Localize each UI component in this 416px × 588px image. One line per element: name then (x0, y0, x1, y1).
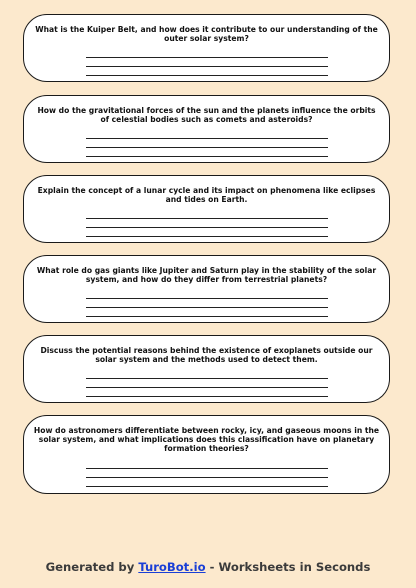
answer-line[interactable] (86, 156, 328, 157)
question-card-2 (23, 95, 390, 163)
footer-suffix: - Worksheets in Seconds (209, 560, 371, 574)
answer-line[interactable] (86, 387, 328, 388)
answer-line[interactable] (86, 57, 328, 58)
footer (0, 560, 416, 574)
question-card-6 (23, 415, 390, 494)
question-card-3 (23, 175, 390, 243)
answer-line[interactable] (86, 378, 328, 379)
answer-line[interactable] (86, 468, 328, 469)
answer-line[interactable] (86, 486, 328, 487)
question-text: What is the Kuiper Belt, and how does it contribute to our understanding of the outer solar system? (35, 25, 378, 43)
question-card-4 (23, 255, 390, 323)
question-text: What role do gas giants like Jupiter and Saturn play in the stability of the solar system, and how do they differ from terrestrial planets? (36, 266, 377, 284)
answer-line[interactable] (86, 138, 328, 139)
answer-line[interactable] (86, 147, 328, 148)
answer-line[interactable] (86, 75, 328, 76)
answer-line[interactable] (86, 227, 328, 228)
answer-line[interactable] (86, 477, 328, 478)
turobot-link[interactable]: TuroBot.io (138, 560, 206, 574)
answer-line[interactable] (86, 218, 328, 219)
question-text: How do the gravitational forces of the sun and the planets influence the orbits of celestial bodies such as comets and asteroids? (37, 106, 376, 124)
question-card-5 (23, 335, 390, 403)
answer-line[interactable] (86, 298, 328, 299)
answer-line[interactable] (86, 236, 328, 237)
answer-line[interactable] (86, 307, 328, 308)
question-text: Explain the concept of a lunar cycle and its impact on phenomena like eclipses and tides on Earth. (37, 186, 376, 204)
answer-line[interactable] (86, 66, 328, 67)
answer-line[interactable] (86, 396, 328, 397)
answer-line[interactable] (86, 316, 328, 317)
question-text: Discuss the potential reasons behind the existence of exoplanets outside our solar system and the methods used to detect them. (40, 346, 373, 364)
footer-prefix: Generated by (45, 560, 135, 574)
question-text: How do astronomers differentiate between rocky, icy, and gaseous moons in the solar system, and what implications does this classification have on planetary formation theories? (33, 426, 380, 453)
question-card-1 (23, 14, 390, 82)
